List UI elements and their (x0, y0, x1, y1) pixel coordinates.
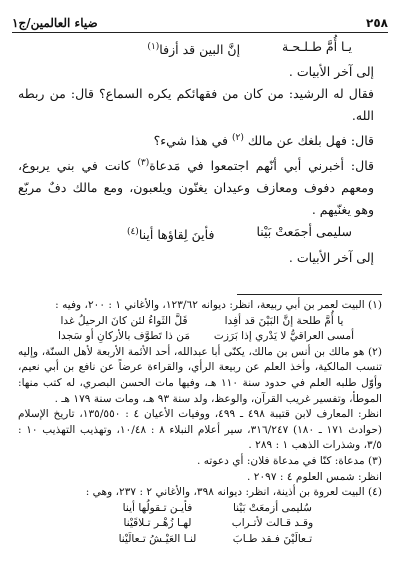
verse-1 (18, 36, 382, 61)
footnote-ref-3: (٣) (137, 158, 150, 169)
paragraph-2-text-a: قال: فهل بلغك عن مالك (247, 133, 374, 149)
verse-2-second-half (127, 221, 215, 246)
footnote-1-verse-1-b: قَلَّ الثَواءُ لئن كانَ الرحيلُ غدا (60, 314, 188, 327)
footnote-1: (١) البيت لعمر بن أبي ربيعة، انظر: ديوانه ١٢٣/٦٢، والأغاني ١ : ٢٠٠، وفيه : (55, 299, 382, 311)
footnote-4-verse-1-a: سُليمى أزمعَتْ بَيْنا (232, 501, 313, 514)
footnote-1-verse-2 (18, 329, 382, 345)
paragraph-2-text-b: في هذا شيء؟ (153, 133, 228, 149)
line-ila-1: إلى آخر الأبيات . (288, 64, 374, 80)
footnote-separator (237, 294, 382, 295)
footnote-4-verse-2-b: لهـا زُهْـر تـلاقَيْنا (123, 517, 192, 530)
verse-2-text: فأينَ لِقاؤها أينا (138, 227, 215, 243)
footnotes (18, 298, 382, 548)
footnote-4: (٤) البيت لعروة بن أذينة، انظر: ديوانه ٣٩٨، والأغاني ٢ : ٢٣٧، وهي : (85, 486, 382, 499)
paragraph-3-text-b: كانت في بني يربوع، ومعهم دفوف ومعازف وعيدان يغنّون ويلعبون، ومع مالك دفٌ مربّع وهو يغنّيهم . (18, 158, 374, 218)
verse-1-first-half: يـا أُمَّ طـلـحـة (282, 39, 352, 54)
footnote-4-verse-2 (18, 516, 382, 532)
footnote-1-verse-1-a: يا أُمَّ طلحة إنَّ البَيْنَ قد أفِدا (224, 314, 344, 327)
footnote-4-verse-1 (18, 501, 382, 517)
footnote-4-verse-3-b: لنـا العَيْـشُ تـعالَيْنا (118, 532, 197, 545)
footnote-3: (٣) مدعاة: كنّا في مدعاة فلان: أي دعوته . (197, 454, 382, 467)
page-number: ٢٥٨ (366, 16, 388, 30)
footnote-4-verse-1-b: فأيـن تـقولُها أينا (122, 501, 193, 514)
footnote-ref-1: (١) (147, 42, 160, 52)
verse-1-second-half (147, 36, 240, 61)
footnote-1-verse-2-b: مَن ذا تَطوَّف بالأركانِ أو سَجدا (58, 330, 190, 343)
paragraph-3 (18, 152, 382, 221)
footnote-4-verse-2-a: وقـد قـالت لأتـراب (231, 517, 314, 530)
paragraph-1: فقال له الرشيد: من كان من فقهائكم يكره السماع؟ قال: من ربطه الله. (18, 86, 374, 124)
footnote-4-verse-3-a: تـعالَيْنَ فـقد طـابَ (232, 532, 313, 545)
running-title: ضياء العالمين/ج١ (12, 16, 98, 30)
verse-2-first-half: سليمى أجمَعتْ بَيْنا (256, 224, 352, 240)
footnote-4-verse-3 (18, 532, 382, 548)
paragraph-2 (18, 127, 382, 152)
footnote-3-reference: انظر: شمس العلوم ٤ : ٢٠٩٧ . (247, 470, 382, 483)
verse-2 (18, 221, 382, 246)
main-text (18, 36, 382, 269)
line-ila-2: إلى آخر الأبيات . (288, 249, 374, 265)
footnote-ref-4: (٤) (126, 227, 139, 238)
page-header (12, 6, 388, 33)
footnote-2: (٢) هو مالك بن أنس بن مالك، يكنّى أبا عبدالله، أحد الأئمة الأربعة لأهل السنّة، وإليه تنسب المالكية، وأخذ العلم عن ربيعة الرأي، والقراءة عرضاً عن نافع بن أبي نعيم، وأوّل طلبه العلم في حدود سنة ١١٠ هـ، وفيها مات الحسن البصري، له كتب منها: الموطأ، وتفسير غريب القرآن، والوعظ، ولد سنة ٩٣ هـ، ومات سنة ١٧٩ هـ . (18, 345, 382, 405)
footnote-1-verse-2-a: أمسى العراقيُّ لا يَدْري إذا بَرَزت (213, 330, 355, 343)
verse-1-text: إنَّ البين قد أزفا (159, 42, 241, 58)
footnote-2-reference: انظر: المعارف لابن قتيبة ٤٩٨ ـ ٤٩٩، ووفيات الأعيان ٤ : ١٣٥/٥٥٠، تاريخ الإسلام (حوادث ١٧١ ـ ١٨٠) ٣١٦/٢٤٧، سير أعلام النبلاء ٨ : ١٠/٤٨، وتهذيب التهذيب ١٠ : ٣/٥، وشذرات الذهب ١ : ٢٨٩ . (18, 408, 383, 452)
paragraph-3-text-a: قال: أخبرني أبي أنّهم اجتمعوا في مَدعاة (149, 158, 374, 174)
footnote-1-verse-1 (18, 314, 382, 330)
footnote-ref-2: (٢) (231, 133, 244, 144)
